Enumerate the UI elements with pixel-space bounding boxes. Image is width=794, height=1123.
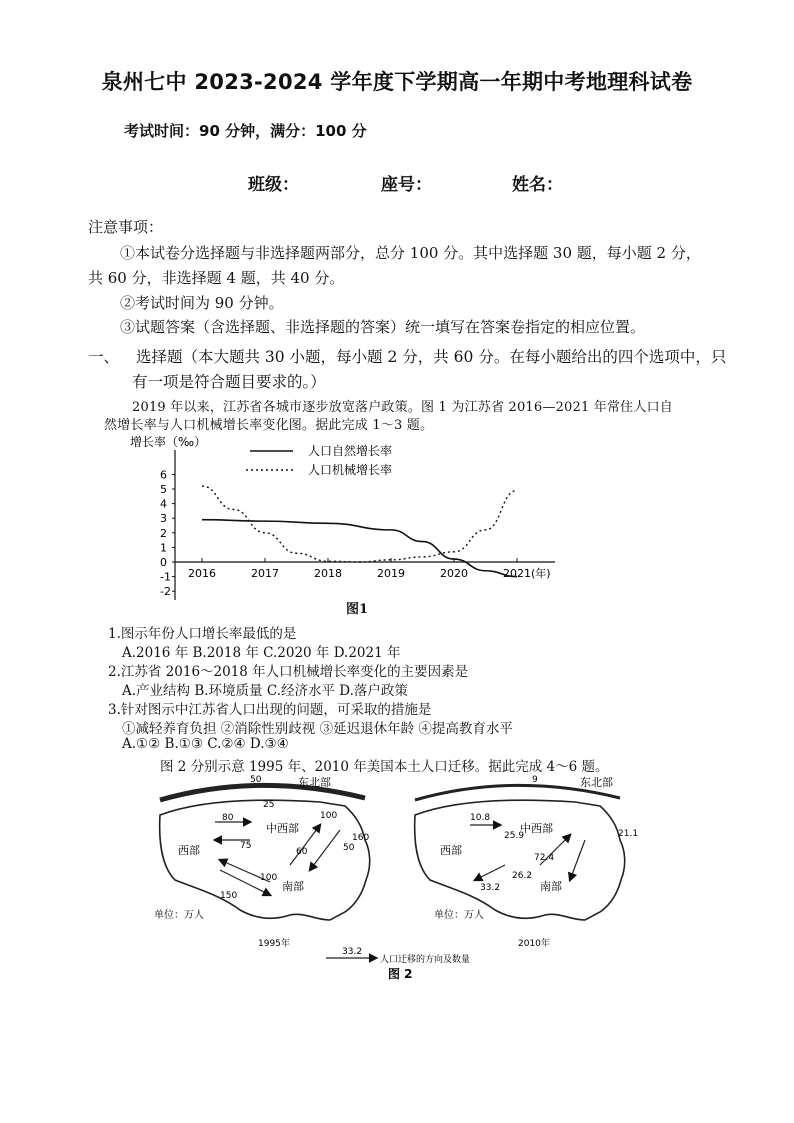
chart-legend [246,443,392,477]
y-tick-label: 5 [160,483,167,496]
fig2-caption: 图 2 [388,967,413,981]
seat-field-label: 座号： [381,175,432,195]
section-line2: 有一项是符合题目要求的。） [132,373,326,391]
flow-value: 50 [343,843,355,853]
series-line-natural-growth [202,520,517,577]
x-tick-label: 2017 [251,567,279,580]
intro-paragraph-line: 2019 年以来，江苏省各城市逐步放宽落户政策。图 1 为江苏省 2016—2021 年常住人口自 [132,400,673,415]
y-tick-label: -2 [160,585,171,599]
region-label-west: 西部 [178,844,200,857]
class-field-label: 班级： [248,175,299,195]
notes-item: ③试题答案（含选择题、非选择题的答案）统一填写在答案卷指定的相应位置。 [120,318,646,336]
question-2-options: A.产业结构 B.环境质量 C.经济水平 D.落户政策 [122,683,408,699]
legend-label-migration: 人口机械增长率 [308,463,393,477]
map-year-label: 1995年 [258,939,290,949]
name-field-label: 姓名： [512,175,563,195]
legend-value: 33.2 [342,947,363,957]
chart-series [202,486,517,577]
x-tick-label: 2020 [440,567,468,580]
y-tick-label: 3 [160,512,167,526]
region-label-northeast: 东北部 [580,776,613,789]
flow-value: 60 [296,847,308,857]
question-3-stem: 3.针对图示中江苏省人口出现的问题，可采取的措施是 [108,702,432,718]
map-2010 [415,775,638,949]
unit-label: 单位：万人 [154,910,204,921]
question-1-stem: 1.图示年份人口增长率最低的是 [108,626,297,642]
flow-value: 10.8 [470,813,491,823]
region-label-south: 南部 [540,880,562,893]
exam-info: 考试时间：90 分钟，满分：100 分 [124,122,367,140]
intro-paragraph-line: 然增长率与人口机械增长率变化图。据此完成 1～3 题。 [104,418,434,433]
legend-text: 人口迁移的方向及数量 [380,955,471,965]
flow-value: 25 [263,800,275,810]
us-outline-1995 [160,800,370,920]
us-migration-maps [140,770,665,995]
flow-value: 150 [220,891,238,901]
question-3-choices: A.①② B.①③ C.②④ D.③④ [122,736,289,752]
map-year-label: 2010年 [518,939,550,949]
y-axis-label: 增长率（‰） [130,435,207,449]
flow-arrow [570,840,585,880]
fig1-caption: 图1 [346,602,369,617]
flow-value: 75 [240,841,252,851]
y-tick-label: -1 [160,570,171,584]
x-tick-label: 2021(年) [503,567,551,580]
flow-value: 80 [222,813,234,823]
notes-item: 共 60 分，非选择题 4 题，共 40 分。 [88,269,345,287]
region-label-south: 南部 [282,880,304,893]
region-label-midwest: 中西部 [266,822,299,835]
y-tick-label: 2 [160,526,167,540]
notes-item: ①本试卷分选择题与非选择题两部分，总分 100 分。其中选择题 30 题，每小题 2 分， [120,244,701,262]
region-label-west: 西部 [440,844,462,857]
section-heading [88,345,726,367]
intro-fig2: 图 2 分别示意 1995 年、2010 年美国本土人口迁移。据此完成 4～6 题。 [160,759,609,775]
unit-label: 单位：万人 [434,910,484,921]
flow-value: 50 [250,775,262,785]
flow-value: 9 [532,775,538,785]
section-line1: 选择题（本大题共 30 小题，每小题 2 分，共 60 分。在每小题给出的四个选项中，只 [135,348,727,366]
question-1-options: A.2016 年 B.2018 年 C.2020 年 D.2021 年 [122,645,401,661]
flow-value: 33.2 [480,883,501,893]
section-marker: 一、 [88,348,120,366]
flow-value: 100 [320,811,338,821]
flow-arrow [475,865,505,880]
x-tick-label: 2018 [314,567,342,580]
map-legend [326,947,470,965]
flow-value: 72.4 [534,853,555,863]
question-2-stem: 2.江苏省 2016～2018 年人口机械增长率变化的主要因素是 [108,664,469,680]
series-line-migration-growth [202,486,517,562]
y-tick-label: 4 [160,497,167,511]
growth-rate-chart [110,430,570,610]
question-3-options: ①减轻养育负担 ②消除性别歧视 ③延迟退休年龄 ④提高教育水平 [122,721,513,737]
flow-value: 25.9 [504,831,525,841]
flow-value: 100 [260,873,278,883]
flow-value: 26.2 [512,871,533,881]
flow-arc-1995 [160,786,365,801]
map-1995 [154,775,370,949]
flow-arrow [310,830,340,870]
y-tick-label: 6 [160,468,167,482]
flow-value: 160 [352,833,370,843]
y-tick-label: 0 [160,556,167,569]
notes-item: ②考试时间为 90 分钟。 [120,294,284,312]
y-ticks [160,468,175,598]
region-label-northeast: 东北部 [298,776,331,789]
page-title: 泉州七中 2023-2024 学年度下学期高一年期中考地理科试卷 [101,70,693,94]
us-outline-2010 [415,800,625,920]
x-tick-label: 2016 [188,567,216,580]
flow-value: 21.1 [618,829,639,839]
y-tick-label: 1 [160,541,167,555]
x-tick-label: 2019 [377,567,405,580]
legend-label-natural: 人口自然增长率 [308,444,393,458]
region-label-midwest: 中西部 [520,822,553,835]
notes-heading: 注意事项： [88,218,164,236]
